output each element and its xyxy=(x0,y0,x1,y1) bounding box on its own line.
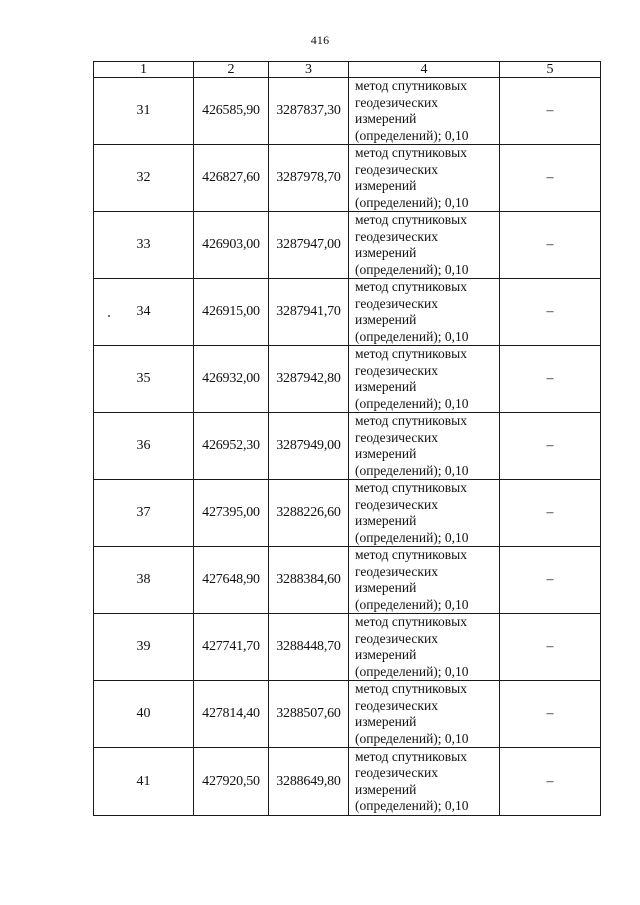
column-5-cell: – xyxy=(500,279,601,346)
column-5-cell: – xyxy=(500,212,601,279)
column-5-cell: – xyxy=(500,614,601,681)
column-header-5: 5 xyxy=(500,62,601,78)
point-number-cell: 33 xyxy=(94,212,194,279)
table-row xyxy=(94,212,601,279)
table-row xyxy=(94,681,601,748)
coordinate-y-cell: 3287949,00 xyxy=(269,413,349,480)
method-accuracy-cell: метод спутниковых геодезических измерений (определений); 0,10 xyxy=(349,78,500,145)
coordinate-x-cell: 427648,90 xyxy=(194,547,269,614)
point-number-cell: 32 xyxy=(94,145,194,212)
method-accuracy-cell: метод спутниковых геодезических измерений (определений); 0,10 xyxy=(349,413,500,480)
method-accuracy-cell: метод спутниковых геодезических измерений (определений); 0,10 xyxy=(349,681,500,748)
table-row xyxy=(94,145,601,212)
coordinate-x-cell: 427814,40 xyxy=(194,681,269,748)
point-number-cell: 41 xyxy=(94,748,194,816)
coordinate-y-cell: 3288448,70 xyxy=(269,614,349,681)
column-header-1: 1 xyxy=(94,62,194,78)
table-row xyxy=(94,480,601,547)
coordinate-y-cell: 3288649,80 xyxy=(269,748,349,816)
method-accuracy-cell: метод спутниковых геодезических измерений (определений); 0,10 xyxy=(349,346,500,413)
point-number-cell: 34 xyxy=(94,279,194,346)
table-row xyxy=(94,413,601,480)
coordinate-x-cell: 426827,60 xyxy=(194,145,269,212)
point-number-cell: 38 xyxy=(94,547,194,614)
method-accuracy-cell: метод спутниковых геодезических измерений (определений); 0,10 xyxy=(349,480,500,547)
coordinate-y-cell: 3287942,80 xyxy=(269,346,349,413)
point-number-cell: 31 xyxy=(94,78,194,145)
method-accuracy-cell: метод спутниковых геодезических измерений (определений); 0,10 xyxy=(349,279,500,346)
coordinate-x-cell: 426932,00 xyxy=(194,346,269,413)
point-number-cell: 36 xyxy=(94,413,194,480)
column-5-cell: – xyxy=(500,480,601,547)
column-5-cell: – xyxy=(500,748,601,816)
column-5-cell: – xyxy=(500,547,601,614)
coordinate-x-cell: 427920,50 xyxy=(194,748,269,816)
coordinate-x-cell: 426915,00 xyxy=(194,279,269,346)
coordinate-y-cell: 3288384,60 xyxy=(269,547,349,614)
method-accuracy-cell: метод спутниковых геодезических измерений (определений); 0,10 xyxy=(349,614,500,681)
coordinates-table xyxy=(93,61,601,816)
column-header-4: 4 xyxy=(349,62,500,78)
point-number-cell: 37 xyxy=(94,480,194,547)
method-accuracy-cell: метод спутниковых геодезических измерений (определений); 0,10 xyxy=(349,212,500,279)
table-body xyxy=(94,78,601,816)
table-row xyxy=(94,346,601,413)
coordinate-y-cell: 3288226,60 xyxy=(269,480,349,547)
coordinate-x-cell: 426952,30 xyxy=(194,413,269,480)
method-accuracy-cell: метод спутниковых геодезических измерений (определений); 0,10 xyxy=(349,547,500,614)
column-5-cell: – xyxy=(500,78,601,145)
table-row xyxy=(94,614,601,681)
method-accuracy-cell: метод спутниковых геодезических измерений (определений); 0,10 xyxy=(349,748,500,816)
coordinate-x-cell: 427741,70 xyxy=(194,614,269,681)
coordinate-y-cell: 3287837,30 xyxy=(269,78,349,145)
page-number: 416 xyxy=(310,33,330,47)
column-header-3: 3 xyxy=(269,62,349,78)
point-number-cell: 40 xyxy=(94,681,194,748)
coordinate-y-cell: 3287941,70 xyxy=(269,279,349,346)
coordinate-y-cell: 3287978,70 xyxy=(269,145,349,212)
table-row xyxy=(94,547,601,614)
header-row xyxy=(94,62,601,78)
table-header xyxy=(94,62,601,78)
coordinate-y-cell: 3287947,00 xyxy=(269,212,349,279)
column-5-cell: – xyxy=(500,413,601,480)
table-row xyxy=(94,748,601,816)
coordinate-x-cell: 426903,00 xyxy=(194,212,269,279)
table-row xyxy=(94,279,601,346)
point-number-cell: 35 xyxy=(94,346,194,413)
column-5-cell: – xyxy=(500,346,601,413)
table-row xyxy=(94,78,601,145)
method-accuracy-cell: метод спутниковых геодезических измерений (определений); 0,10 xyxy=(349,145,500,212)
point-number-cell: 39 xyxy=(94,614,194,681)
column-header-2: 2 xyxy=(194,62,269,78)
coordinate-x-cell: 426585,90 xyxy=(194,78,269,145)
coordinate-y-cell: 3288507,60 xyxy=(269,681,349,748)
column-5-cell: – xyxy=(500,145,601,212)
coordinate-x-cell: 427395,00 xyxy=(194,480,269,547)
column-5-cell: – xyxy=(500,681,601,748)
